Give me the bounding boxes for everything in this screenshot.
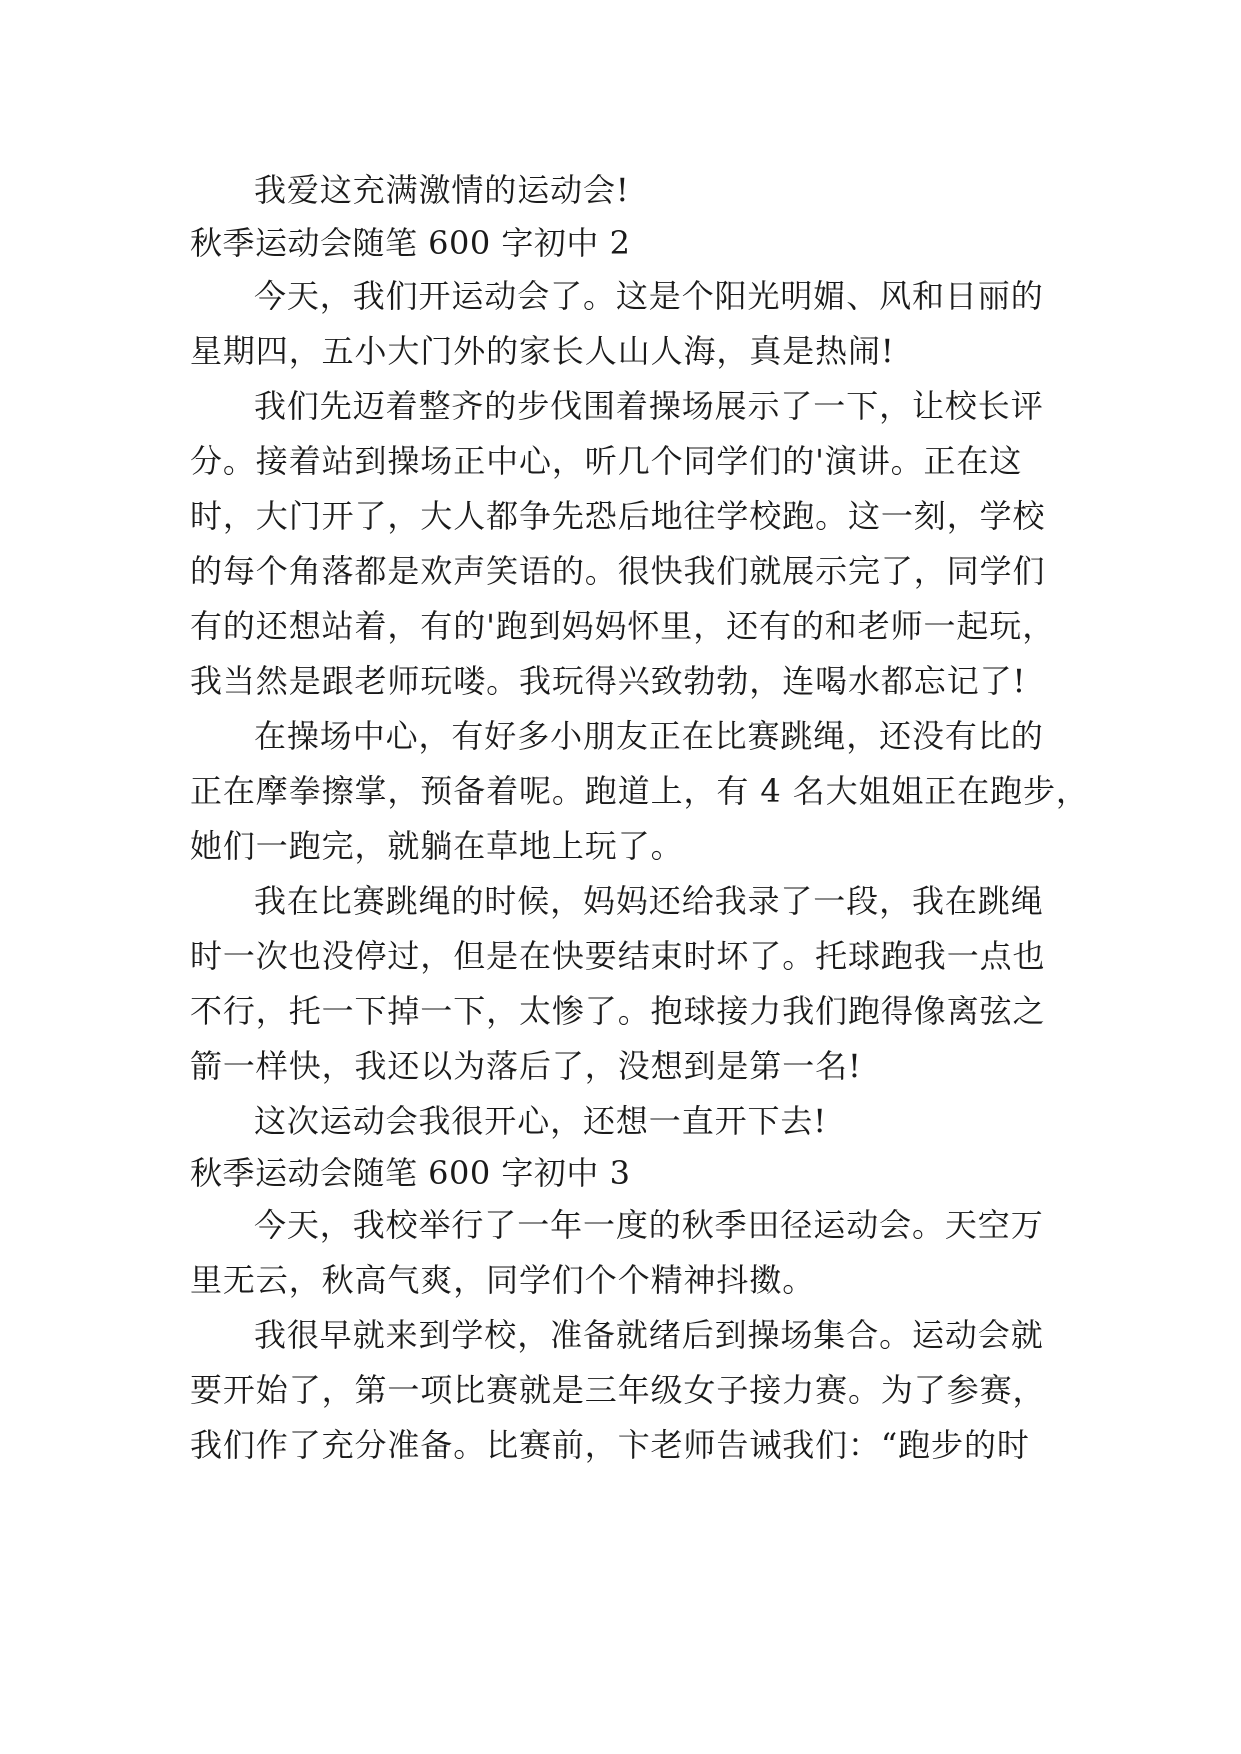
paragraph-line: 她们一跑完，就躺在草地上玩了。	[190, 827, 684, 865]
paragraph-line: 我们作了充分准备。比赛前，卞老师告诫我们：“跑步的时	[190, 1426, 1030, 1464]
paragraph-line: 这次运动会我很开心，还想一直开下去!	[254, 1102, 828, 1140]
paragraph-line: 星期四，五小大门外的家长人山人海，真是热闹!	[190, 332, 895, 370]
paragraph-line: 我在比赛跳绳的时候，妈妈还给我录了一段，我在跳绳	[254, 882, 1044, 920]
paragraph-line: 里无云，秋高气爽，同学们个个精神抖擞。	[190, 1261, 816, 1299]
paragraph-line: 今天，我校举行了一年一度的秋季田径运动会。天空万	[254, 1206, 1044, 1244]
paragraph-line: 我爱这充满激情的运动会!	[254, 171, 630, 209]
paragraph-line: 我们先迈着整齐的步伐围着操场展示了一下，让校长评	[254, 387, 1044, 425]
paragraph-line: 有的还想站着，有的'跑到妈妈怀里，还有的和老师一起玩，	[190, 607, 1056, 645]
paragraph-line: 时一次也没停过，但是在快要结束时坏了。托球跑我一点也	[190, 937, 1046, 975]
paragraph-line: 时，大门开了，大人都争先恐后地往学校跑。这一刻，学校	[190, 497, 1046, 535]
paragraph-line: 分。接着站到操场正中心，听几个同学们的'演讲。正在这	[190, 442, 1023, 480]
section-heading: 秋季运动会随笔 600 字初中 2	[190, 224, 631, 262]
paragraph-line: 不行，托一下掉一下，太惨了。抱球接力我们跑得像离弦之	[190, 992, 1046, 1030]
paragraph-line: 在操场中心，有好多小朋友正在比赛跳绳，还没有比的	[254, 717, 1044, 755]
paragraph-line: 我很早就来到学校，准备就绪后到操场集合。运动会就	[254, 1316, 1044, 1354]
paragraph-line: 今天，我们开运动会了。这是个阳光明媚、风和日丽的	[254, 277, 1044, 315]
paragraph-line: 的每个角落都是欢声笑语的。很快我们就展示完了，同学们	[190, 552, 1046, 590]
paragraph-line: 正在摩拳擦掌，预备着呢。跑道上，有 4 名大姐姐正在跑步，	[190, 772, 1089, 810]
paragraph-line: 箭一样快，我还以为落后了，没想到是第一名!	[190, 1047, 862, 1085]
section-heading: 秋季运动会随笔 600 字初中 3	[190, 1154, 631, 1192]
paragraph-line: 我当然是跟老师玩喽。我玩得兴致勃勃，连喝水都忘记了!	[190, 662, 1027, 700]
paragraph-line: 要开始了，第一项比赛就是三年级女子接力赛。为了参赛，	[190, 1371, 1046, 1409]
